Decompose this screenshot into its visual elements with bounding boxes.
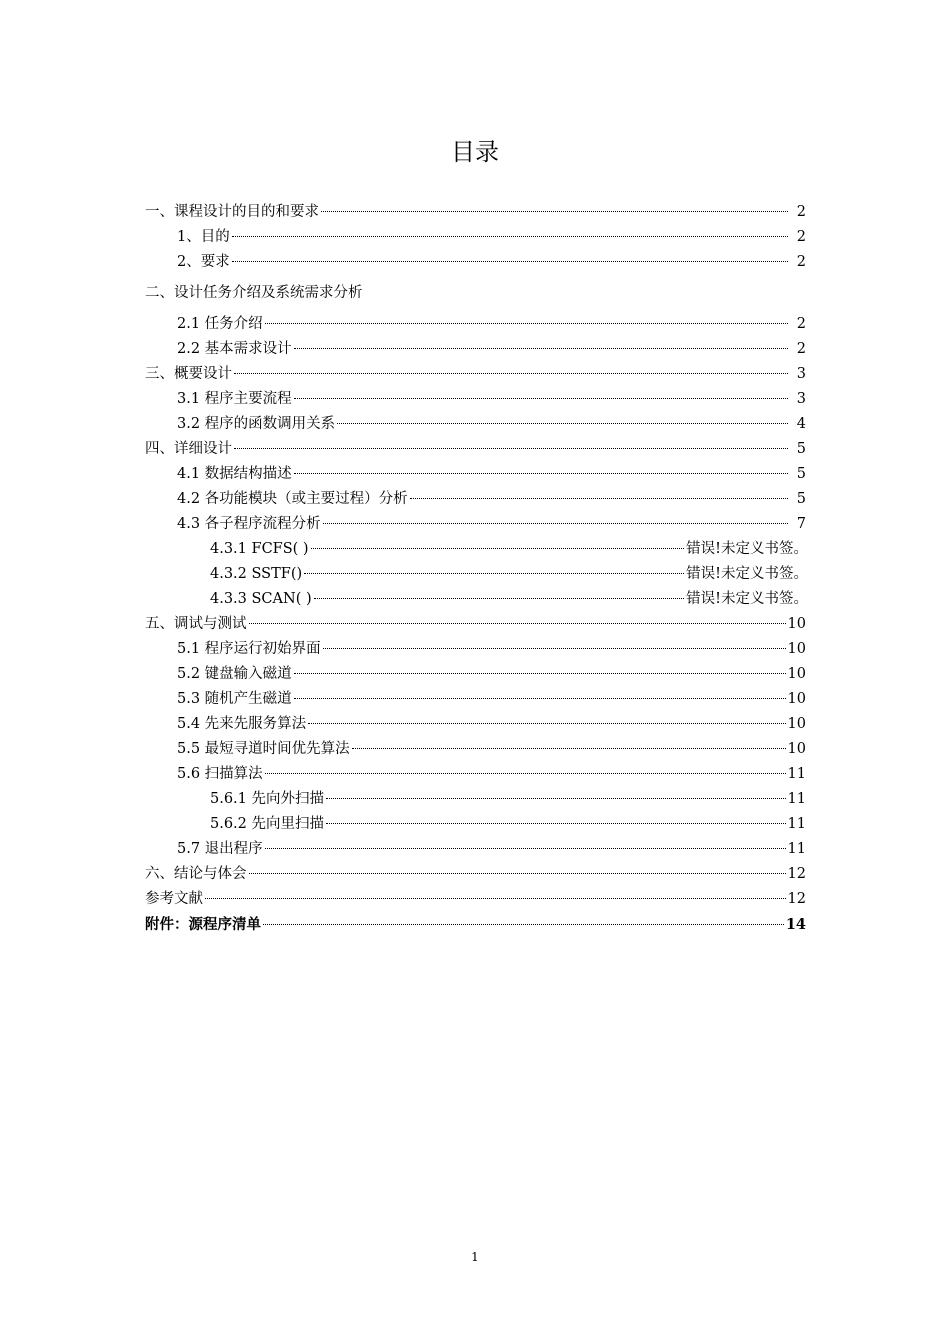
toc-dot-leader [294,673,786,674]
toc-dot-leader [234,373,788,374]
toc-entry-label: 4.3.2 SSTF() [210,566,303,582]
toc-entry-label: 一、课程设计的目的和要求 [145,204,319,220]
toc-dot-leader [232,261,788,262]
toc-entry-page: 11 [787,791,806,807]
toc-entry-label: 五、调试与测试 [145,616,247,632]
toc-entry[interactable] [145,612,806,637]
toc-entry-page: 错误!未定义书签。 [686,591,808,607]
toc-entry[interactable] [177,487,806,512]
toc-entry[interactable] [145,912,806,937]
toc-entry[interactable] [210,587,808,612]
toc-dot-leader [294,398,788,399]
toc-entry[interactable] [177,637,806,662]
toc-dot-leader [326,823,786,824]
toc-dot-leader [265,848,786,849]
toc-dot-leader [304,573,684,574]
toc-entry[interactable] [177,225,806,250]
toc-entry[interactable] [145,362,806,387]
toc-entry[interactable] [145,862,806,887]
toc-dot-leader [326,798,786,799]
toc-entry-label: 5.4 先来先服务算法 [177,716,307,732]
page-title: 目录 [451,138,499,166]
toc-entry-label: 5.7 退出程序 [177,841,263,857]
toc-entry[interactable] [177,337,806,362]
toc-entry-page: 12 [787,866,806,882]
toc-entry-page: 4 [796,416,806,432]
toc-entry-page: 10 [787,691,806,707]
toc-entry-page: 5 [796,491,806,507]
toc-entry[interactable] [210,787,806,812]
toc-entry-label: 三、概要设计 [145,366,232,382]
toc-entry-label: 5.2 键盘输入磁道 [177,666,292,682]
toc-entry[interactable] [177,387,806,412]
toc-entry[interactable] [210,562,808,587]
toc-entry-label: 4.2 各功能模块（或主要过程）分析 [177,491,408,507]
toc-entry[interactable] [177,737,806,762]
toc-dot-leader [321,211,788,212]
toc-entry[interactable] [177,687,806,712]
toc-entry-page: 3 [796,391,806,407]
toc-entry-page: 2 [796,341,806,357]
toc-entry-page: 3 [796,366,806,382]
toc-entry[interactable] [145,887,806,912]
toc-entry[interactable] [210,537,808,562]
toc-entry-page: 10 [787,616,806,632]
toc-entry[interactable] [177,762,806,787]
toc-entry[interactable] [145,437,806,462]
toc-entry-page: 11 [787,841,806,857]
toc-dot-leader [337,423,788,424]
toc-entry-label: 2.1 任务介绍 [177,316,263,332]
toc-entry-page: 错误!未定义书签。 [686,566,808,582]
toc-entry[interactable] [177,712,806,737]
toc-entry-label: 六、结论与体会 [145,866,247,882]
toc-entry-label: 5.5 最短寻道时间优先算法 [177,741,350,757]
toc-dot-leader [311,548,685,549]
toc-dot-leader [294,348,788,349]
toc-entry-label: 3.1 程序主要流程 [177,391,292,407]
toc-entry-page: 10 [787,741,806,757]
toc-entry-page: 2 [796,204,806,220]
toc-entry[interactable] [177,462,806,487]
toc-entry[interactable] [177,312,806,337]
toc-entry[interactable] [177,512,806,537]
toc-entry-page: 5 [796,466,806,482]
toc-entry-page: 5 [796,441,806,457]
toc-dot-leader [205,898,786,899]
toc-dot-leader [352,748,786,749]
toc-entry-label: 5.1 程序运行初始界面 [177,641,321,657]
toc-entry[interactable] [210,812,806,837]
toc-dot-leader [265,773,786,774]
toc-entry[interactable] [145,281,806,306]
toc-entry-page: 12 [787,891,806,907]
toc-entry-label: 5.6.2 先向里扫描 [210,816,325,832]
toc-entry-page: 11 [787,816,806,832]
toc-dot-leader [249,623,786,624]
toc-entry-label: 二、设计任务介绍及系统需求分析 [145,285,363,301]
toc-dot-leader [265,323,788,324]
toc-entry-page: 14 [785,916,806,933]
toc-entry-label: 5.6.1 先向外扫描 [210,791,325,807]
toc-entry-label: 4.3.1 FCFS( ) [210,541,309,557]
toc-entry-page: 错误!未定义书签。 [686,541,808,557]
toc-entry-label: 2、要求 [177,254,230,270]
toc-entry-label: 1、目的 [177,229,230,245]
toc-dot-leader [410,498,788,499]
page-number: 1 [471,1250,479,1264]
toc-entry[interactable] [177,837,806,862]
toc-dot-leader [323,523,788,524]
toc-dot-leader [314,598,685,599]
toc-entry-page: 2 [796,254,806,270]
toc-entry-label: 四、详细设计 [145,441,232,457]
toc-entry-page: 10 [787,716,806,732]
toc-dot-leader [232,236,788,237]
toc-entry[interactable] [145,200,806,225]
toc-dot-leader [308,723,785,724]
toc-entry-label: 2.2 基本需求设计 [177,341,292,357]
toc-entry-label: 附件：源程序清单 [145,916,261,933]
toc-dot-leader [234,448,788,449]
toc-entry-label: 3.2 程序的函数调用关系 [177,416,336,432]
toc-entry-label: 4.3 各子程序流程分析 [177,516,321,532]
toc-dot-leader [294,698,786,699]
toc-entry-label: 参考文献 [145,891,203,907]
toc-entry-label: 5.6 扫描算法 [177,766,263,782]
toc-entry-page: 2 [796,229,806,245]
toc-entry-page: 2 [796,316,806,332]
toc-entry[interactable] [177,662,806,687]
toc-entry-page: 10 [787,666,806,682]
toc-dot-leader [249,873,786,874]
toc-dot-leader [323,648,786,649]
toc-entry-page: 7 [796,516,806,532]
toc-dot-leader [294,473,788,474]
toc-entry[interactable] [177,250,806,275]
toc-entry[interactable] [177,412,806,437]
toc-dot-leader [263,924,784,925]
toc-entry-page: 10 [787,641,806,657]
toc-entry-label: 5.3 随机产生磁道 [177,691,292,707]
toc-entry-page: 11 [787,766,806,782]
toc-entry-label: 4.3.3 SCAN( ) [210,591,312,607]
toc-entry-label: 4.1 数据结构描述 [177,466,292,482]
